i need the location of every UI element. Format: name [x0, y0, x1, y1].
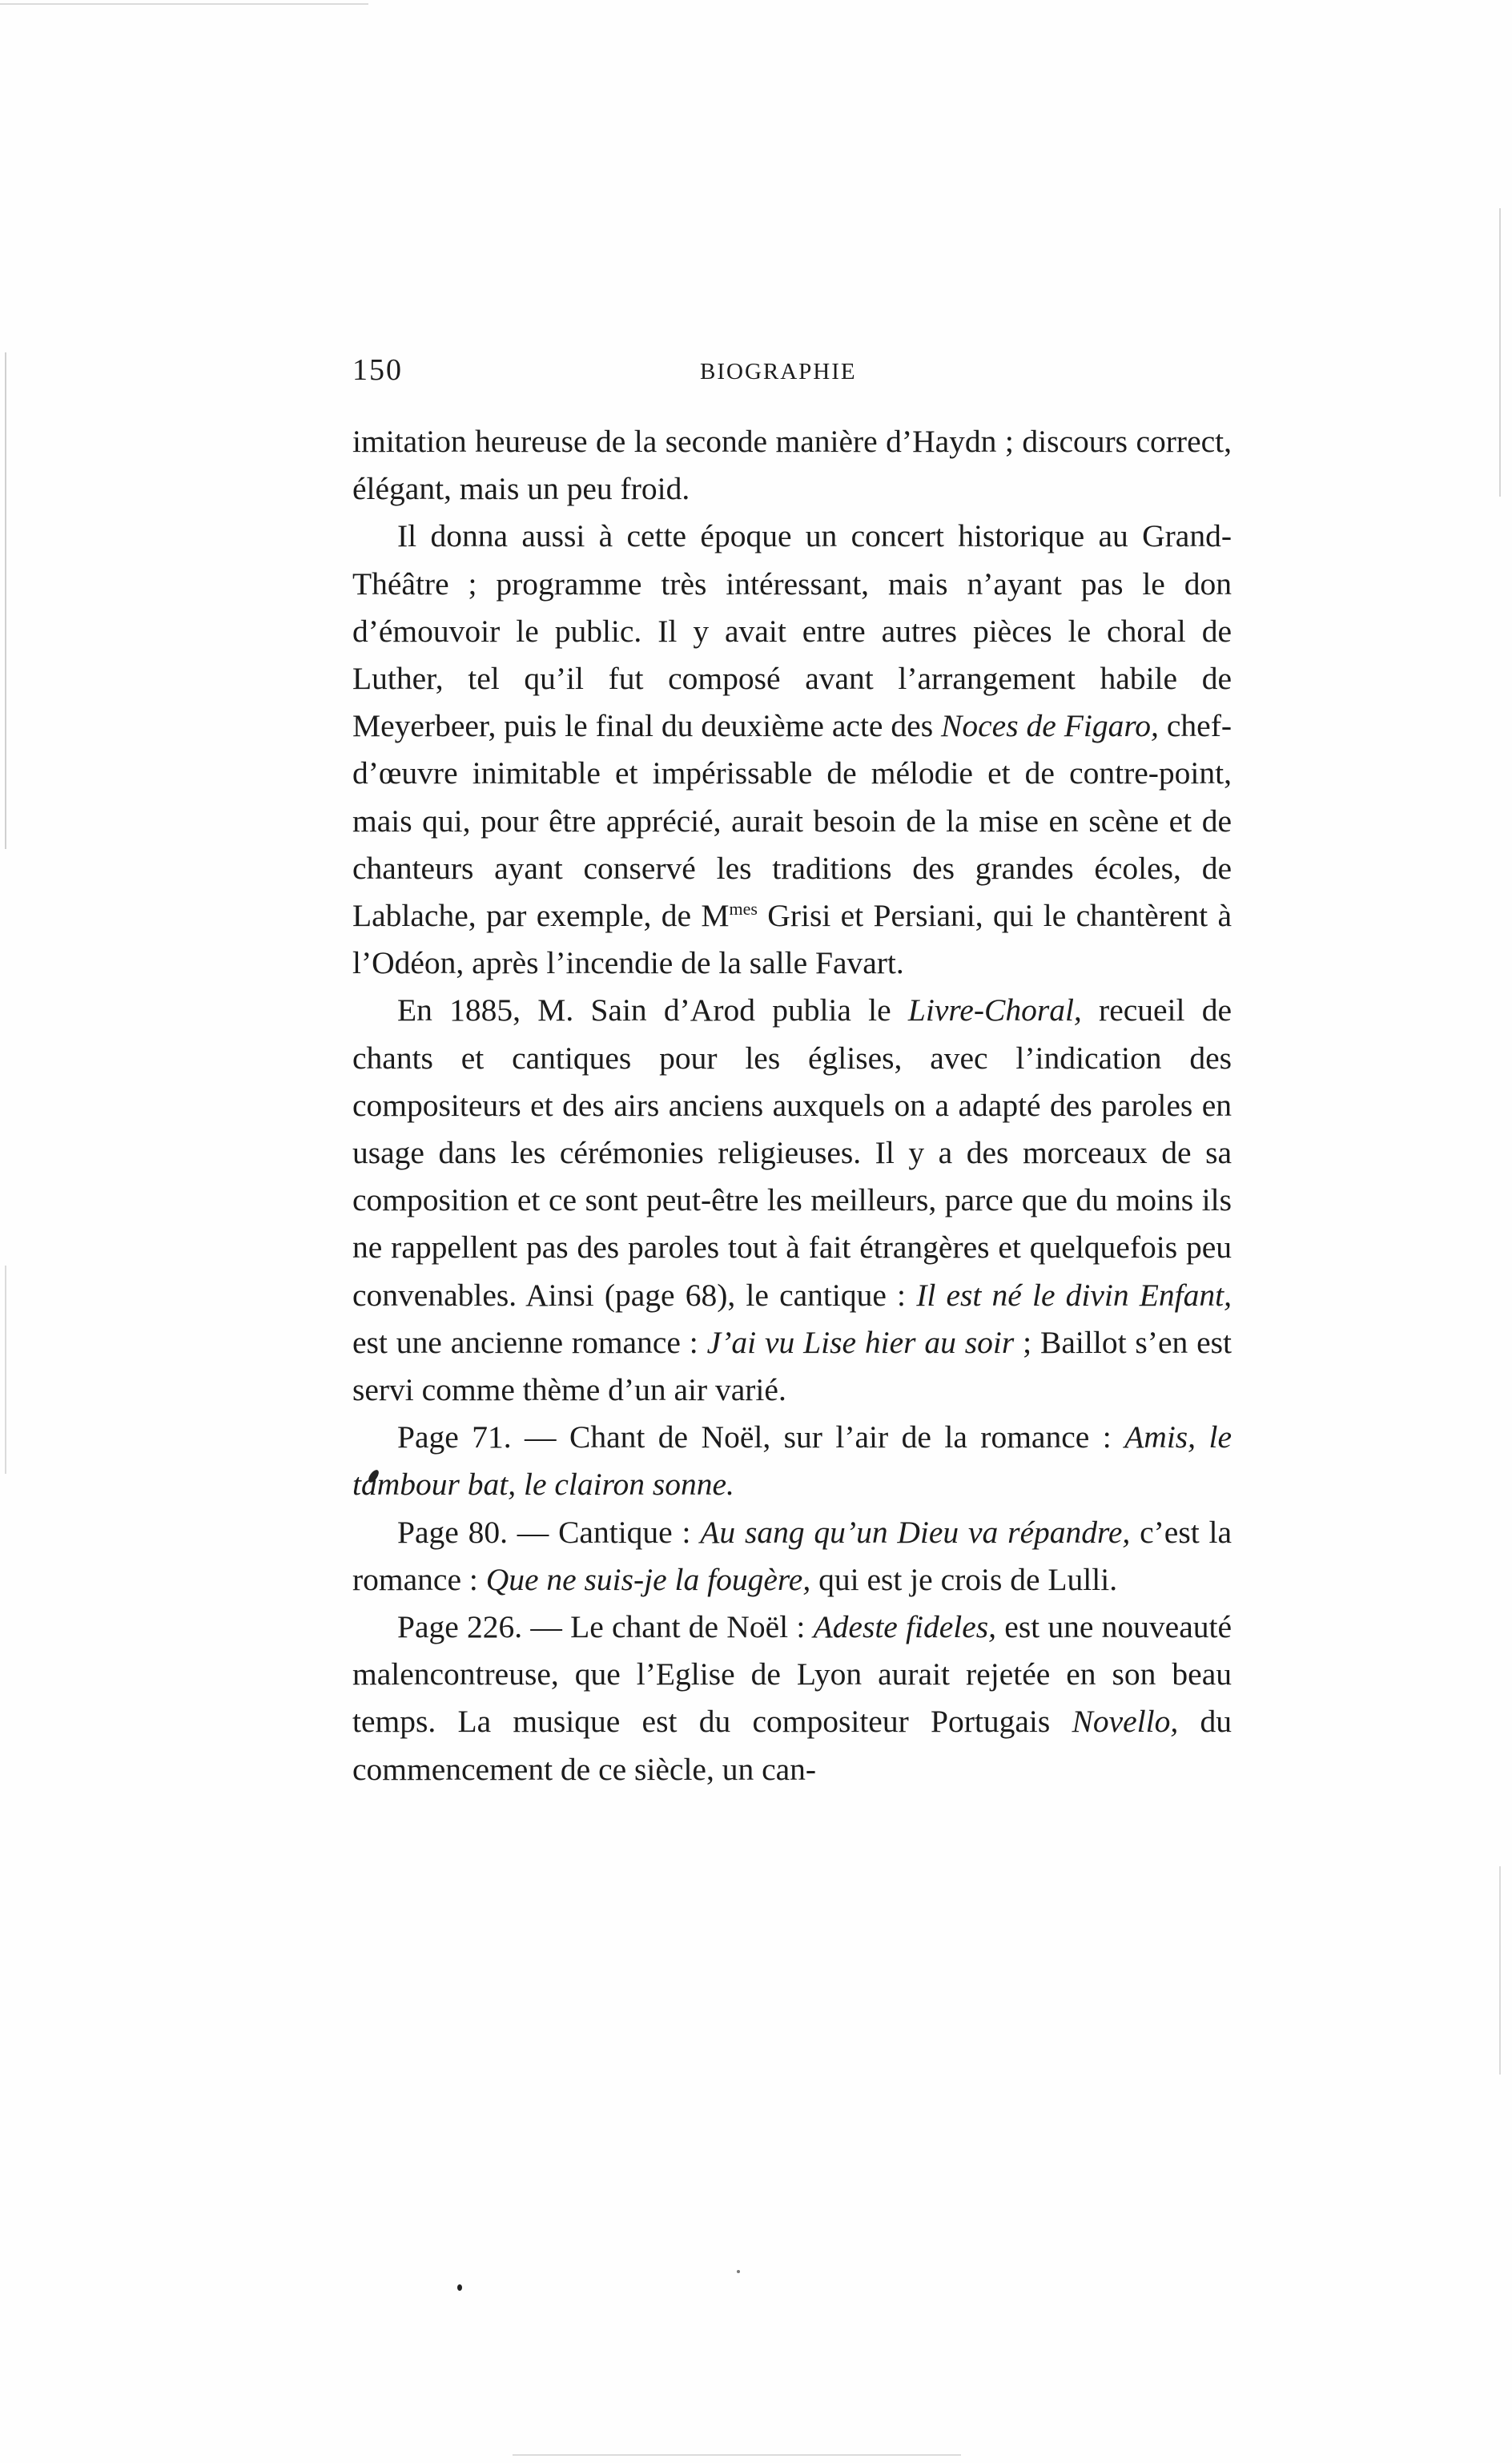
paragraph	[352, 1414, 1232, 1508]
text-run: recueil de chants et cantiques pour les églises, avec l’indication des compositeurs et des airs anciens auxquels on a adapté des paroles en usage dans les cérémonies religieuses. Il y a des morceaux de sa composition et ce sont peut-être les meilleurs, parce que du moins ils ne rappellent pas des paroles tout à fait étrangères et quelquefois peu convenables. Ainsi (page 68), le cantique :	[352, 992, 1233, 1313]
page-number: 150	[352, 353, 403, 387]
paragraph	[352, 513, 1232, 987]
top-scan-edge	[0, 3, 368, 5]
paragraph	[352, 1509, 1232, 1604]
text-run: est une nouveauté malencontreuse, que l’Eglise de Lyon aurait rejetée en son beau temps. La musique est du compositeur Portugais	[352, 1609, 1232, 1740]
bottom-scan-edge	[513, 2454, 961, 2456]
text-run: chef-d’œuvre inimitable et impérissable de mélodie et de contre-point, mais qui, pour être apprécié, aurait besoin de la mise en scène et de chanteurs ayant conservé les traditions des grandes écoles, de Lablache, par exemple, de M	[352, 708, 1233, 934]
italic-title: Livre-Choral,	[907, 992, 1082, 1028]
superscript: mes	[729, 898, 758, 919]
text-run: Grisi et Persiani, qui le chantèrent à l’Odéon, après l’incendie de la salle Favart.	[352, 898, 1232, 981]
left-scan-edge	[5, 352, 6, 849]
text-run: qui est je crois de Lulli.	[810, 1561, 1118, 1597]
ink-dot	[457, 2284, 462, 2291]
right-scan-edge-lower	[1499, 1866, 1501, 2075]
italic-title: Il est né le divin Enfant,	[916, 1277, 1232, 1313]
text-run: Page 226. — Le chant de Noël :	[397, 1609, 814, 1645]
body-text	[352, 418, 1232, 1793]
italic-title: Noces de Figaro,	[941, 708, 1159, 744]
italic-title: Amis, le tambour bat, le clairon sonne.	[352, 1419, 1233, 1503]
text-run: ; Baillot s’en est servi comme thème d’un air varié.	[352, 1324, 1233, 1408]
text-run: Il donna aussi à cette époque un concert historique au Grand-Théâtre ; programme très intéressant, mais n’ayant pas le don d’émouvoir le public. Il y avait entre autres pièces le choral de Luther, tel qu’il fut composé avant l’arrangement habile de Meyerbeer, puis le final du deuxième acte des	[352, 518, 1232, 744]
text-run: du commencement de ce siècle, un can-	[352, 1704, 1233, 1787]
right-scan-edge	[1499, 208, 1501, 497]
text-run: est une ancienne romance :	[352, 1324, 707, 1360]
paragraph	[352, 987, 1232, 1414]
italic-title: Novello,	[1072, 1704, 1179, 1740]
text-run: En 1885, M. Sain d’Arod publia le	[397, 992, 908, 1028]
left-scan-edge-lower	[5, 1266, 6, 1474]
italic-title: Que ne suis-je la fougère,	[485, 1561, 811, 1597]
italic-title: Adeste fideles,	[813, 1609, 997, 1645]
text-run: c’est la romance :	[352, 1514, 1232, 1597]
text-run: Page 80. — Cantique :	[397, 1514, 701, 1550]
text-run: Page 71. — Chant de Noël, sur l’air de la romance :	[397, 1419, 1125, 1455]
paragraph	[352, 418, 1232, 513]
faint-dot	[737, 2270, 740, 2273]
paragraph	[352, 1604, 1232, 1793]
section-title: BIOGRAPHIE	[700, 359, 857, 384]
running-head	[352, 352, 1233, 400]
italic-title: J’ai vu Lise hier au soir	[706, 1324, 1015, 1360]
italic-title: Au sang qu’un Dieu va répandre,	[700, 1514, 1131, 1550]
text-run: imitation heureuse de la seconde manière d’Haydn ; discours correct, élégant, mais un peu froid.	[352, 424, 1232, 507]
